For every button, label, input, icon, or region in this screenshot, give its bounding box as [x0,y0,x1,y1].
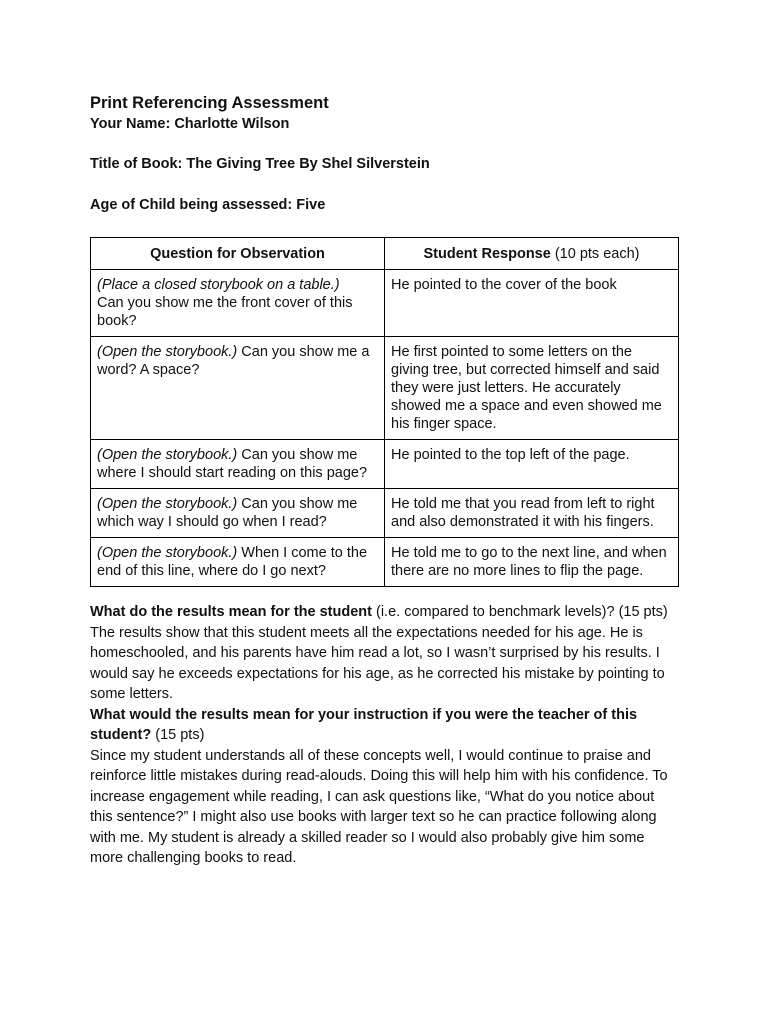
question-cell [91,489,385,538]
table-row [91,489,679,538]
question-text: Can you show me which way I should go when I read? [97,496,358,530]
author-name-line: Your Name: Charlotte Wilson [90,116,290,132]
table-row [91,270,679,337]
response-cell: He pointed to the cover of the book [385,270,679,337]
response-cell: He told me to go to the next line, and when there are no more lines to flip the page. [385,538,679,587]
observation-table [90,237,679,587]
table-row [91,538,679,587]
question-instruction: (Open the storybook.) [97,344,238,360]
child-age-line: Age of Child being assessed: Five [90,197,326,213]
question-cell [91,337,385,440]
results-question-student-note: (i.e. compared to benchmark levels)? (15 pts) [371,604,668,620]
question-text: Can you show me where I should start reading on this page? [97,447,368,481]
results-answer-student: The results show that this student meets all the expectations needed for his age. He is homeschooled, and his parents have him read a lot, so I wasn’t surprised by his results. I would say he exceeds expectations for his age, as he corrected his mistake by pointing to some letters. [90,624,665,702]
results-question-instruction [90,705,680,746]
question-cell [91,270,385,337]
column-header-question: Question for Observation [91,238,385,270]
question-cell [91,440,385,489]
results-question-instruction-bold: What would the results mean for your instruction if you were the teacher of this student? [90,706,638,743]
column-header-response-label: Student Response [423,246,551,262]
question-text: When I come to the end of this line, where do I go next? [97,545,368,579]
results-answer-instruction: Since my student understands all of these concepts well, I would continue to praise and reinforce little mistakes during read-alouds. Doing this will help him with his confidence. To increase engagement while reading, I can ask questions like, “What do you notice about this sentence?” I might also use books with larger text so he can practice following along with me. My student is already a skilled reader so I would also probably give him some more challenging books to read. [90,747,668,866]
document-title: Print Referencing Assessment [90,94,329,112]
question-instruction: (Open the storybook.) [97,447,238,463]
document-body [90,92,680,869]
column-header-points-note: (10 pts each) [550,246,640,262]
question-text: Can you show me a word? A space? [97,344,370,378]
column-header-response [385,238,679,270]
book-title-line: Title of Book: The Giving Tree By Shel Silverstein [90,156,430,172]
response-cell: He told me that you read from left to right and also demonstrated it with his fingers. [385,489,679,538]
response-cell: He first pointed to some letters on the giving tree, but corrected himself and said they were just letters. He accurately showed me a space and even showed me his finger space. [385,337,679,440]
results-section [90,602,680,869]
results-question-instruction-note: (15 pts) [151,727,205,743]
question-instruction: (Open the storybook.) [97,496,238,512]
question-text: Can you show me the front cover of this book? [97,295,353,329]
results-question-student-bold: What do the results mean for the student [90,604,372,620]
results-question-student [90,602,680,623]
question-cell [91,538,385,587]
response-cell: He pointed to the top left of the page. [385,440,679,489]
table-row [91,440,679,489]
question-instruction: (Place a closed storybook on a table.) [97,277,340,293]
question-instruction: (Open the storybook.) [97,545,238,561]
table-row [91,337,679,440]
table-header-row [91,238,679,270]
